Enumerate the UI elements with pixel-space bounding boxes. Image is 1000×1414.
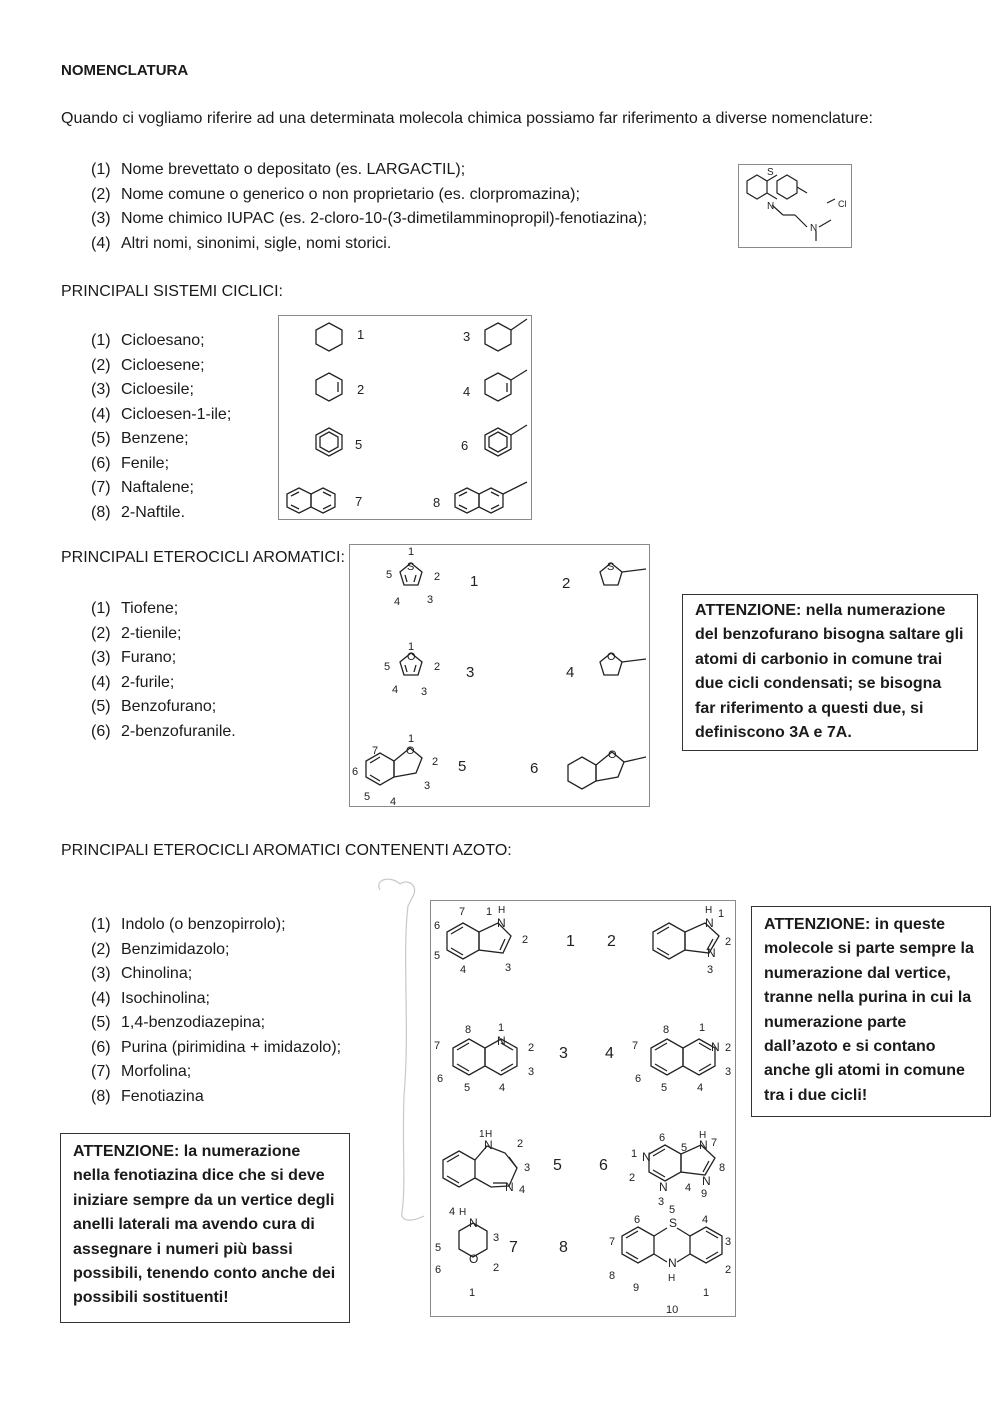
atom-n-label: N bbox=[707, 946, 716, 960]
ring-number: 5 bbox=[384, 661, 391, 673]
nitrogen-structures-box bbox=[430, 900, 736, 1317]
atom-h-label: H bbox=[498, 905, 506, 916]
atom-s-label: S bbox=[407, 561, 415, 573]
list-item: (1) Indolo (o benzopirrolo); bbox=[91, 916, 286, 933]
ring-number: 4 bbox=[499, 1082, 506, 1094]
ring-number: 8 bbox=[609, 1270, 616, 1282]
structure-label: 2 bbox=[357, 382, 365, 397]
ring-number: 2 bbox=[522, 934, 529, 946]
ring-number: 3 bbox=[424, 780, 431, 792]
ring-number: 5 bbox=[435, 1242, 442, 1254]
atom-o-label: O bbox=[469, 1252, 479, 1266]
atom-n-label: N bbox=[469, 1216, 478, 1230]
ring-number: 4 bbox=[685, 1182, 692, 1194]
structure-label: 4 bbox=[605, 1045, 614, 1062]
ring-number: 4 bbox=[697, 1082, 704, 1094]
nitrogen-list bbox=[91, 913, 341, 1109]
ring-number: 3 bbox=[505, 962, 512, 974]
ring-number: 1 bbox=[408, 733, 415, 745]
ring-number: 1 bbox=[699, 1022, 706, 1034]
atom-n-label: N bbox=[668, 1256, 677, 1270]
ring-number: 2 bbox=[434, 571, 441, 583]
ring-number: 2 bbox=[432, 756, 439, 768]
ring-number: 7 bbox=[609, 1236, 616, 1248]
list-item: (8) 2-Naftile. bbox=[91, 503, 186, 521]
atom-o-label: O bbox=[607, 651, 616, 663]
ring-number: 3 bbox=[421, 686, 428, 698]
ring-number: 5 bbox=[661, 1082, 668, 1094]
atom-n-label: N bbox=[497, 1034, 506, 1048]
structure-label: 7 bbox=[509, 1239, 518, 1256]
atom-n-label: N bbox=[702, 1174, 711, 1188]
list-item: (5) Benzene; bbox=[91, 430, 189, 447]
ring-number: 4 bbox=[449, 1206, 456, 1218]
structure-label: 1 bbox=[357, 327, 365, 342]
hetero-structures-box bbox=[349, 544, 650, 807]
list-item: (2) Cicloesene; bbox=[91, 356, 205, 374]
ring-number: 7 bbox=[632, 1040, 639, 1052]
purine-note bbox=[751, 906, 991, 1117]
structure-label: 2 bbox=[562, 575, 571, 592]
ring-number: 1 bbox=[479, 1129, 485, 1140]
list-item: (2) Nome comune o generico o non proprietario (es. clorpromazina); bbox=[91, 185, 580, 203]
list-item: (6) Purina (pirimidina + imidazolo); bbox=[91, 1038, 342, 1056]
list-item: (4) 2-furile; bbox=[91, 673, 175, 691]
ring-number: 6 bbox=[435, 1264, 442, 1276]
ring-number: 1 bbox=[486, 906, 493, 918]
ring-number: 8 bbox=[465, 1024, 472, 1036]
list-item: (2) 2-tienile; bbox=[91, 624, 182, 642]
benzofuran-note bbox=[682, 594, 978, 751]
ring-number: 4 bbox=[394, 596, 401, 608]
ring-number: 4 bbox=[390, 796, 397, 806]
structure-label: 5 bbox=[355, 437, 363, 452]
ring-number: 5 bbox=[364, 791, 371, 803]
intro-text: Quando ci vogliamo riferire ad una determinata molecola chimica possiamo far riferimento a diverse nomenclature: bbox=[61, 110, 873, 127]
structure-label: 3 bbox=[466, 664, 475, 681]
ring-number: 3 bbox=[725, 1236, 732, 1248]
ring-number: 3 bbox=[528, 1066, 535, 1078]
atom-h-label: H bbox=[705, 905, 713, 916]
structure-label: 4 bbox=[566, 664, 575, 681]
structure-label: 5 bbox=[458, 758, 467, 775]
ring-number: 2 bbox=[725, 1042, 732, 1054]
list-item: (2) Benzimidazolo; bbox=[91, 940, 230, 958]
structure-label: 1 bbox=[566, 933, 575, 950]
ring-number: 1 bbox=[498, 1022, 505, 1034]
atom-n-label: N bbox=[642, 1150, 651, 1164]
cyclic-heading: PRINCIPALI SISTEMI CICLICI: bbox=[61, 283, 283, 300]
list-item: (4) Isochinolina; bbox=[91, 989, 210, 1007]
atom-n-label: N bbox=[699, 1138, 708, 1152]
ring-number: 1 bbox=[408, 641, 415, 653]
atom-h-label: H bbox=[459, 1207, 467, 1218]
ring-number: 6 bbox=[352, 766, 359, 778]
page-title: NOMENCLATURA bbox=[61, 62, 189, 79]
list-item: (5) Benzofurano; bbox=[91, 698, 217, 715]
ring-number: 5 bbox=[386, 569, 393, 581]
atom-n-label: N bbox=[659, 1180, 668, 1194]
ring-number: 5 bbox=[464, 1082, 471, 1094]
atom-n2-label: N bbox=[810, 223, 818, 234]
ring-number: 9 bbox=[701, 1188, 708, 1200]
ring-number: 1 bbox=[718, 908, 725, 920]
ring-number: 5 bbox=[681, 1142, 688, 1154]
atom-n-label: N bbox=[497, 916, 506, 930]
ring-number: 2 bbox=[629, 1172, 636, 1184]
list-item: (4) Altri nomi, sinonimi, sigle, nomi storici. bbox=[91, 234, 392, 252]
atom-n-label: N bbox=[505, 1180, 514, 1194]
ring-number: 2 bbox=[725, 936, 732, 948]
list-item: (5) 1,4-benzodiazepina; bbox=[91, 1014, 266, 1031]
hetero-list bbox=[91, 597, 236, 744]
list-item: (1) Nome brevettato o depositato (es. LARGACTIL); bbox=[91, 161, 466, 178]
ring-number: 4 bbox=[460, 964, 467, 976]
phenothiazine-note bbox=[60, 1133, 350, 1323]
ring-number: 5 bbox=[669, 1204, 676, 1216]
atom-n-label: N bbox=[484, 1138, 493, 1152]
list-item: (4) Cicloesen-1-ile; bbox=[91, 405, 232, 423]
structure-label: 2 bbox=[607, 933, 616, 950]
ring-number: 3 bbox=[725, 1066, 732, 1078]
cyclic-list bbox=[91, 329, 231, 525]
ring-number: 1 bbox=[703, 1287, 710, 1299]
list-item: (3) Nome chimico IUPAC (es. 2-cloro-10-(3-dimetilamminopropil)-fenotiazina); bbox=[91, 210, 648, 227]
ring-number: 8 bbox=[663, 1024, 670, 1036]
ring-number: 10 bbox=[666, 1304, 679, 1316]
structure-label: 1 bbox=[470, 573, 479, 590]
ring-number: 3 bbox=[524, 1162, 531, 1174]
atom-o-label: O bbox=[406, 745, 415, 757]
ring-number: 4 bbox=[392, 684, 399, 696]
ring-number: 6 bbox=[659, 1132, 666, 1144]
brace-decoration bbox=[372, 876, 432, 1226]
purine-note-text: ATTENZIONE: in queste molecole si parte sempre la numerazione dal vertice, tranne nella purina in cui la numerazione parte dall’azoto e si contano anche gli atomi in comune tra i due cicli! bbox=[764, 916, 974, 1104]
hetero-heading: PRINCIPALI ETEROCICLI AROMATICI: bbox=[61, 549, 345, 566]
atom-h-label: H bbox=[699, 1130, 707, 1141]
phenothiazine-note-text: ATTENZIONE: la numerazione nella fenotiazina dice che si deve iniziare sempre da un vertice degli anelli laterali ma avendo cura di assegnare i numeri più bassi possibili, tenendo conto anche dei possibili sostituenti! bbox=[73, 1143, 336, 1307]
atom-n-label: N bbox=[767, 201, 775, 212]
ring-number: 1 bbox=[469, 1287, 476, 1299]
list-item: (1) Tiofene; bbox=[91, 600, 179, 617]
ring-number: 4 bbox=[702, 1214, 709, 1226]
structure-label: 6 bbox=[461, 438, 469, 453]
ring-number: 3 bbox=[427, 594, 434, 606]
ring-number: 6 bbox=[437, 1073, 444, 1085]
list-item: (7) Morfolina; bbox=[91, 1063, 192, 1080]
structure-label: 5 bbox=[553, 1157, 562, 1174]
ring-number: 8 bbox=[719, 1162, 726, 1174]
atom-n-label: N bbox=[711, 1040, 720, 1054]
ring-number: 1 bbox=[408, 546, 415, 558]
structure-label: 4 bbox=[463, 384, 471, 399]
ring-number: 2 bbox=[528, 1042, 535, 1054]
list-item: (8) Fenotiazina bbox=[91, 1087, 204, 1105]
list-item: (3) Furano; bbox=[91, 649, 177, 666]
list-item: (1) Cicloesano; bbox=[91, 332, 205, 349]
nomenclature-list bbox=[91, 158, 647, 256]
atom-n-label: N bbox=[705, 916, 714, 930]
atom-h-label: H bbox=[485, 1129, 493, 1140]
structure-label: 8 bbox=[559, 1239, 568, 1256]
atom-h-label: H bbox=[668, 1273, 676, 1284]
ring-number: 7 bbox=[711, 1137, 718, 1149]
list-item: (3) Chinolina; bbox=[91, 965, 193, 982]
ring-number: 6 bbox=[434, 920, 441, 932]
benzofuran-note-text: ATTENZIONE: nella numerazione del benzofurano bisogna saltare gli atomi di carbonio in comune trai due cicli condensati; se bisogna far riferimento a questi due, si definiscono 3A e 7A. bbox=[695, 602, 964, 742]
list-item: (7) Naftalene; bbox=[91, 479, 194, 496]
ring-number: 7 bbox=[372, 745, 379, 757]
cyclic-structures-box bbox=[278, 315, 532, 520]
ring-number: 2 bbox=[493, 1262, 500, 1274]
ring-number: 6 bbox=[634, 1214, 641, 1226]
structure-label: 8 bbox=[433, 495, 441, 510]
ring-number: 7 bbox=[434, 1040, 441, 1052]
ring-number: 3 bbox=[707, 964, 714, 976]
atom-o-label: O bbox=[407, 651, 416, 663]
list-item: (6) Fenile; bbox=[91, 454, 170, 472]
structure-label: 3 bbox=[463, 329, 471, 344]
atom-s-label: S bbox=[767, 167, 774, 178]
ring-number: 1 bbox=[631, 1148, 638, 1160]
ring-number: 2 bbox=[517, 1138, 524, 1150]
ring-number: 3 bbox=[658, 1196, 665, 1208]
atom-o-label: O bbox=[608, 749, 617, 761]
list-item: (6) 2-benzofuranile. bbox=[91, 722, 236, 740]
ring-number: 2 bbox=[434, 661, 441, 673]
structure-label: 7 bbox=[355, 494, 363, 509]
ring-number: 4 bbox=[519, 1184, 526, 1196]
ring-number: 6 bbox=[635, 1073, 642, 1085]
structure-label: 6 bbox=[599, 1157, 608, 1174]
ring-number: 2 bbox=[725, 1264, 732, 1276]
ring-number: 7 bbox=[459, 906, 466, 918]
atom-s-label: S bbox=[607, 561, 615, 573]
atom-s-label: S bbox=[669, 1216, 678, 1230]
ring-number: 5 bbox=[434, 950, 441, 962]
list-item: (3) Cicloesile; bbox=[91, 381, 194, 398]
structure-label: 6 bbox=[530, 760, 539, 777]
ring-number: 9 bbox=[633, 1282, 640, 1294]
ring-number: 3 bbox=[493, 1232, 500, 1244]
structure-label: 3 bbox=[559, 1045, 568, 1062]
chlorpromazine-structure bbox=[738, 164, 852, 248]
atom-cl-label: Cl bbox=[838, 199, 847, 209]
nitrogen-heading: PRINCIPALI ETEROCICLI AROMATICI CONTENENTI AZOTO: bbox=[61, 842, 512, 859]
